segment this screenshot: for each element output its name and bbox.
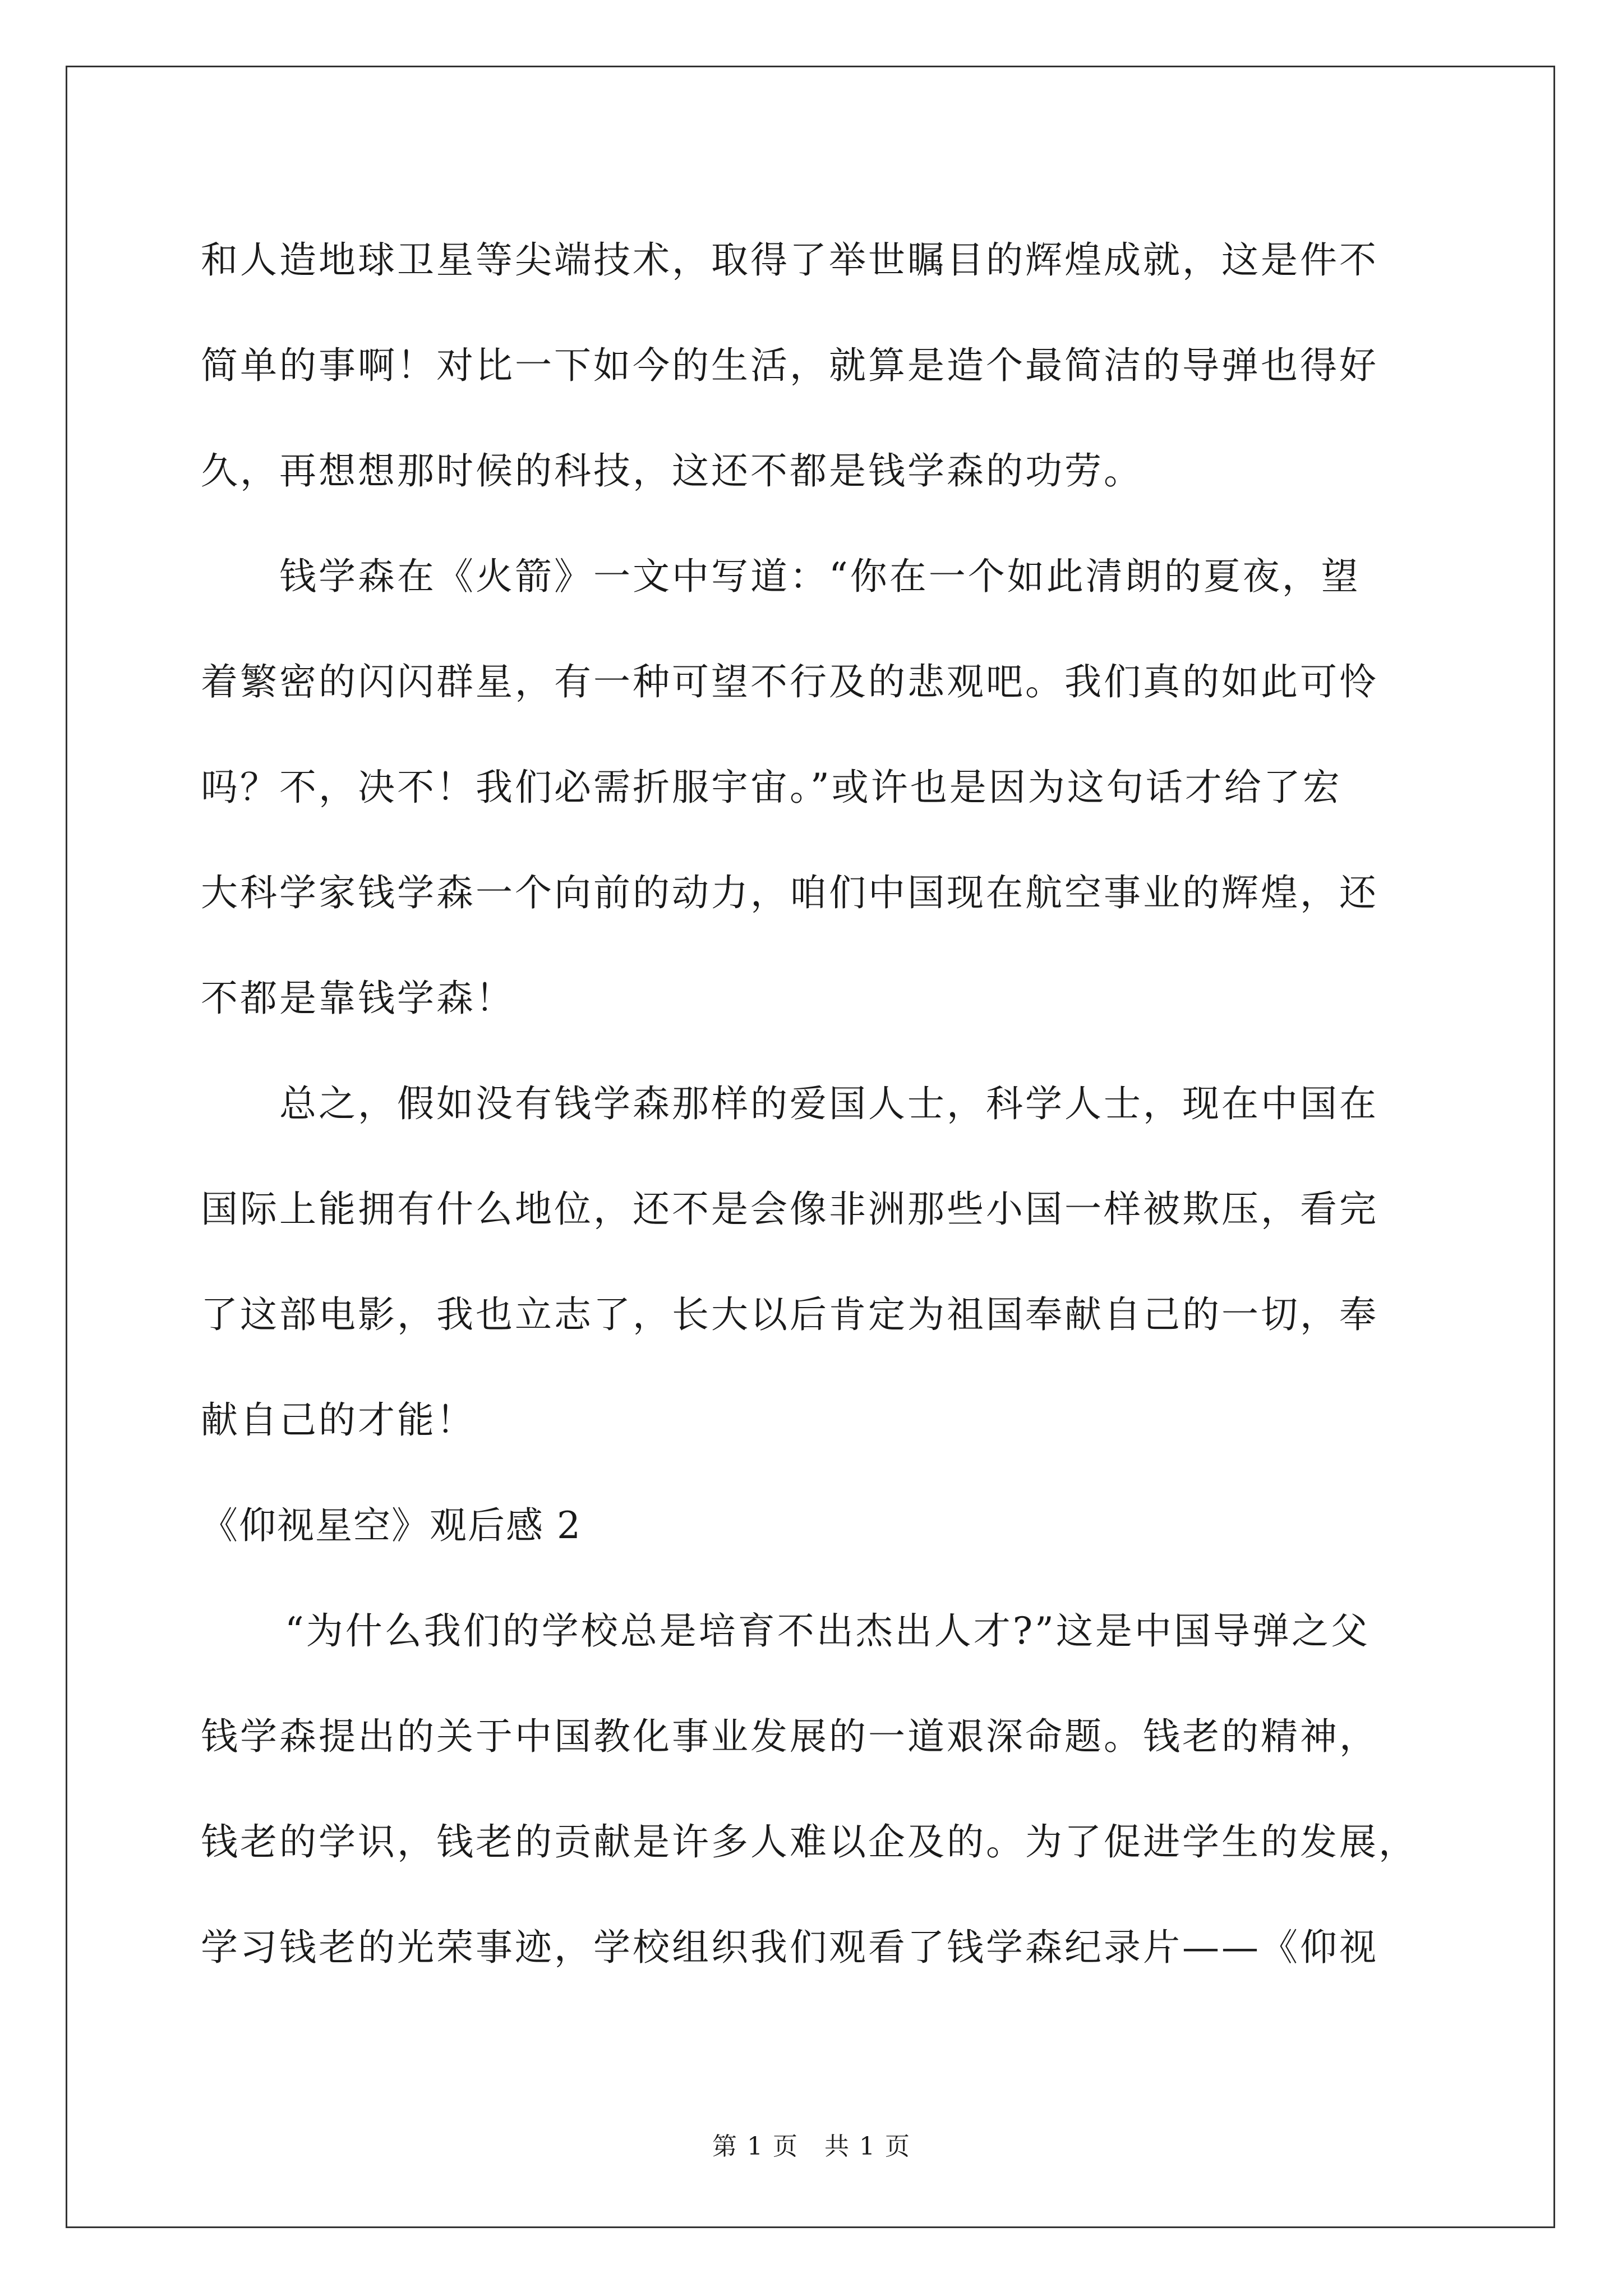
paragraph-3 xyxy=(201,1051,1435,1473)
text-line: 钱老的学识，钱老的贡献是许多人难以企及的。为了促进学生的发展， xyxy=(201,1820,1418,1864)
document-body xyxy=(201,208,1435,2000)
text-line: 钱学森在《火箭》一文中写道：“你在一个如此清朗的夏夜，望 xyxy=(279,555,1361,598)
text-line: 吗？不，决不！我们必需折服宇宙。”或许也是因为这句话才给了宏 xyxy=(201,766,1342,809)
text-line: 久，再想想那时候的科技，这还不都是钱学森的功劳。 xyxy=(201,449,1143,493)
text-line: 献自己的才能！ xyxy=(201,1398,476,1442)
section-heading: 《仰视星空》观后感 2 xyxy=(201,1504,582,1547)
text-line: 了这部电影，我也立志了，长大以后肯定为祖国奉献自己的一切，奉 xyxy=(201,1293,1378,1336)
page-number-footer: 第 1 页 共 1 页 xyxy=(712,2132,911,2161)
text-line: 国际上能拥有什么地位，还不是会像非洲那些小国一样被欺压，看完 xyxy=(201,1188,1378,1231)
text-line: 总之，假如没有钱学森那样的爱国人士，科学人士，现在中国在 xyxy=(279,1082,1378,1125)
paragraph-4 xyxy=(201,1579,1435,2000)
text-line: 着繁密的闪闪群星，有一种可望不行及的悲观吧。我们真的如此可怜 xyxy=(201,660,1378,703)
text-line: “为什么我们的学校总是培育不出杰出人才?”这是中国导弹之父 xyxy=(285,1609,1370,1653)
paragraph-1 xyxy=(201,208,1435,524)
text-line: 学习钱老的光荣事迹，学校组织我们观看了钱学森纪录片——《仰视 xyxy=(201,1926,1378,1969)
text-line: 不都是靠钱学森！ xyxy=(201,977,515,1020)
text-line: 大科学家钱学森一个向前的动力，咱们中国现在航空事业的辉煌，还 xyxy=(201,871,1378,914)
paragraph-2 xyxy=(201,524,1435,1051)
text-line: 简单的事啊！对比一下如今的生活，就算是造个最简洁的导弹也得好 xyxy=(201,344,1378,387)
text-line: 钱学森提出的关于中国教化事业发展的一道艰深命题。钱老的精神， xyxy=(201,1715,1378,1758)
text-line: 和人造地球卫星等尖端技术，取得了举世瞩目的辉煌成就，这是件不 xyxy=(201,238,1378,282)
